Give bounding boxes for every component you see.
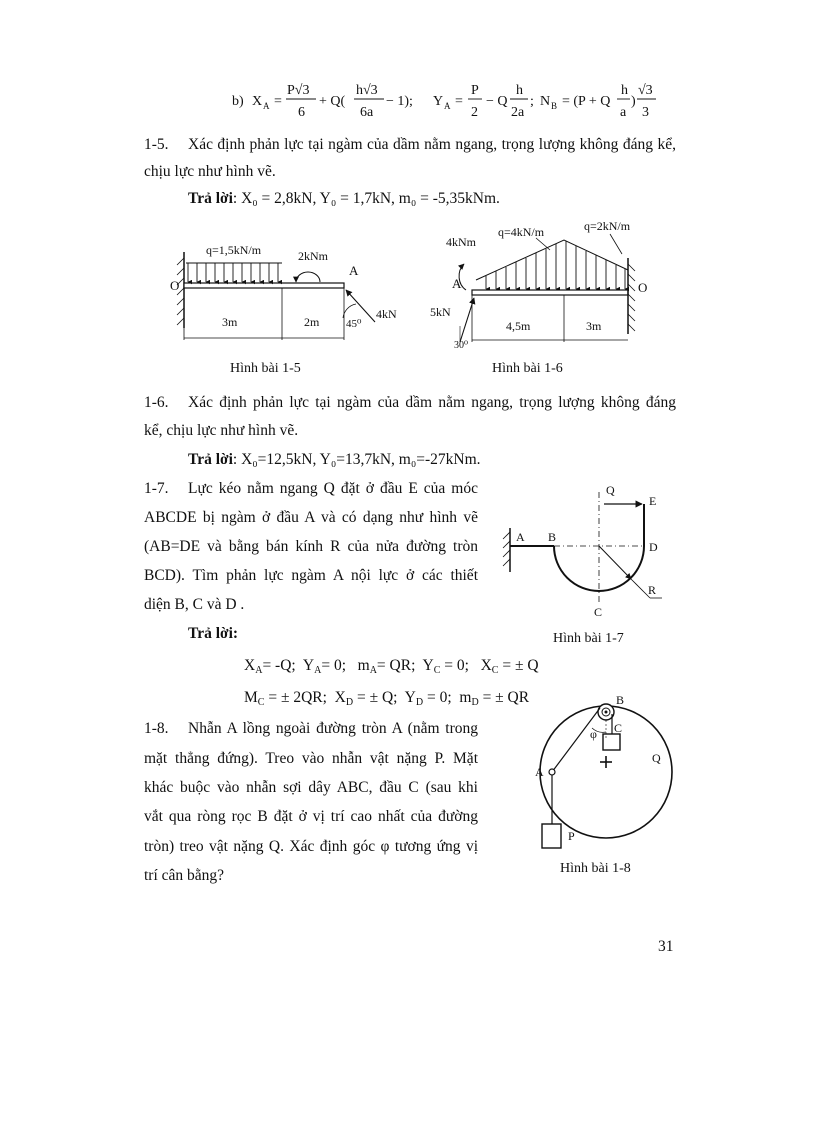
answer-label-1-6: Trả lời	[188, 451, 233, 468]
answer-text-1-6: : X₀=12,5kN, Y₀=13,7kN, m₀=-27kNm.	[232, 451, 481, 468]
answer-label: Trả lời	[188, 190, 233, 207]
xa-den1: 6	[298, 105, 305, 120]
figure-1-6	[424, 214, 664, 380]
nb-close: )	[631, 94, 636, 109]
problem-1-6-line2: kể, chịu lực như hình vẽ.	[144, 422, 299, 439]
caption-1-8: Hình bài 1-8	[560, 861, 631, 876]
label-A-1-6: A	[452, 276, 462, 291]
problem-1-8-line1: Nhẫn A lồng ngoài đường tròn A (nằm trong	[188, 720, 478, 737]
ya-eq: =	[455, 94, 463, 109]
beam-1-5	[184, 283, 344, 288]
dimension-1-6	[472, 295, 628, 342]
nb-num1: h	[621, 83, 628, 98]
caption-1-6: Hình bài 1-6	[492, 361, 563, 376]
label-q1: q=4kN/m	[498, 225, 545, 239]
ring-A	[549, 769, 555, 775]
label-B-1-7: B	[548, 530, 557, 544]
problem-1-7-number: 1-7.	[144, 480, 169, 497]
caption-1-7: Hình bài 1-7	[553, 631, 624, 646]
label-len2: 2m	[304, 315, 320, 329]
page-number: 31	[658, 938, 674, 955]
ya-num1: P	[471, 83, 479, 98]
problem-1-7-line3: (AB=DE và bằng bán kính R của nửa đường tròn	[144, 538, 478, 555]
problem-1-7-line5: diện B, C và D .	[144, 596, 245, 613]
label-q: q=1,5kN/m	[206, 243, 262, 257]
label-C-1-8: C	[614, 721, 623, 735]
problem-1-7-answer-label: Trả lời:	[188, 625, 239, 642]
figure-1-7	[498, 476, 688, 648]
problem-1-8-line4: vắt qua ròng rọc B đặt ở vị trí cao nhất của đường	[144, 808, 478, 825]
problem-1-7-answer-line1: $X_A= -Q$; $Y_A= 0$; $m_A=$ QR; $Y_C = 0$; $X_C$ = ± Q	[244, 657, 539, 676]
label-len2-1-6: 3m	[586, 319, 602, 333]
problem-1-7-line1: Lực kéo nằm ngang Q đặt ở đầu E của móc	[188, 480, 478, 497]
ya-den2: 2a	[511, 105, 525, 120]
ya-num2: h	[516, 83, 523, 98]
nb-den2: 3	[642, 105, 649, 120]
beam-1-6	[472, 290, 628, 295]
problem-1-5-answer	[188, 188, 500, 209]
label-A-1-7: A	[516, 530, 525, 544]
problem-1-8-line6: trí cân bằng?	[144, 867, 225, 884]
distributed-load-1-6	[476, 240, 628, 289]
xa-plus-q: + Q(	[319, 94, 346, 109]
moment-arrow-1-5	[296, 272, 320, 282]
label-phi-1-8: φ	[590, 727, 597, 741]
label-E-1-7: E	[649, 494, 657, 508]
caption-1-5: Hình bài 1-5	[230, 361, 301, 376]
label-force: 4kN	[376, 307, 397, 321]
label-C-1-7: C	[594, 605, 603, 619]
problem-1-8-line3: khác buộc vào nhẫn sợi dây ABC, đầu C (sau khi	[144, 779, 478, 796]
xa-eq: =	[274, 94, 282, 109]
label-A-1-8: A	[535, 765, 544, 779]
label-Q-1-7: Q	[606, 483, 615, 497]
label-q2: q=2kN/m	[584, 219, 631, 233]
problem-1-7-line4: BCD). Tìm phản lực ngàm A nội lực ở các thiết	[144, 567, 478, 584]
problem-1-6-line1: Xác định phản lực tại ngàm của dầm nằm ngang, trọng lượng không đáng	[188, 394, 676, 411]
label-D-1-7: D	[649, 540, 658, 554]
label-moment: 2kNm	[298, 249, 328, 263]
problem-1-5-line2: chịu lực như hình vẽ.	[144, 163, 276, 180]
problem-1-8-line2: mặt thẳng đứng). Treo vào nhẫn vật nặng P. Mặt	[144, 750, 478, 767]
label-angle: 45⁰	[346, 318, 362, 330]
formula-label: b)	[232, 94, 244, 109]
weight-P	[542, 824, 561, 848]
label-A: A	[349, 263, 359, 278]
radius-arrow-1-7	[599, 546, 631, 579]
problem-1-5-number: 1-5.	[144, 136, 169, 153]
label-O: O	[170, 278, 180, 293]
problem-1-6-answer	[188, 449, 481, 470]
problem-1-6-number: 1-6.	[144, 394, 169, 411]
ya-tail: ;	[530, 94, 534, 109]
ya-minus-q: − Q	[486, 94, 508, 109]
ya-lhs: Y	[433, 94, 444, 109]
problem-1-7-answer-line2: $M_C$ = ± 2QR; $X_D$ = ± Q; $Y_D = 0$; $m_D$ = ± QR	[244, 689, 530, 708]
problem-1-8-number: 1-8.	[144, 720, 169, 737]
wall-1-6	[628, 258, 635, 334]
weight-Q	[603, 734, 620, 750]
problem-1-7-line2: ABCDE bị ngàm ở đầu A và có dạng như hình vẽ	[144, 509, 478, 526]
ya-den1: 2	[471, 105, 478, 120]
wall-1-7	[503, 528, 510, 572]
figure-1-5	[170, 240, 430, 380]
xa-tail: − 1);	[386, 94, 413, 109]
xa-lhs: X	[252, 94, 263, 109]
figure-1-8	[524, 688, 694, 880]
problem-1-8-line5: tròn) treo vật nặng Q. Xác định góc φ tương ứng vị	[144, 838, 478, 855]
nb-den1: a	[620, 105, 627, 120]
distributed-load-1-5	[186, 263, 282, 282]
formula-b	[228, 78, 658, 130]
xa-den2: 6a	[360, 105, 374, 120]
dimension-1-5	[184, 288, 344, 340]
label-Q-1-8: Q	[652, 751, 661, 765]
nb-sub: B	[551, 101, 558, 111]
ya-sub: A	[444, 101, 451, 111]
label-P-1-8: P	[568, 829, 575, 843]
xa-num2: h√3	[356, 83, 378, 98]
nb-lhs: N	[540, 94, 551, 109]
label-R-1-7: R	[648, 583, 657, 597]
label-O-1-6: O	[638, 280, 648, 295]
label-len1-1-6: 4,5m	[506, 319, 531, 333]
label-angle-1-6: 30⁰	[454, 340, 469, 351]
label-moment-1-6: 4kNm	[446, 235, 476, 249]
answer-text: : X₀ = 2,8kN, Y₀ = 1,7kN, m₀ = -5,35kNm.	[232, 190, 500, 207]
label-len1: 3m	[222, 315, 238, 329]
label-B-1-8: B	[616, 693, 625, 707]
problem-1-5-line1: Xác định phản lực tại ngàm của dầm nằm ngang, trọng lượng không đáng kể,	[188, 136, 676, 153]
nb-num2: √3	[638, 83, 653, 98]
xa-sub: A	[263, 101, 270, 111]
xa-num1: P√3	[287, 83, 310, 98]
label-force-1-6: 5kN	[430, 305, 451, 319]
formula-b-svg	[228, 78, 658, 130]
nb-open: = (P + Q	[562, 94, 611, 109]
